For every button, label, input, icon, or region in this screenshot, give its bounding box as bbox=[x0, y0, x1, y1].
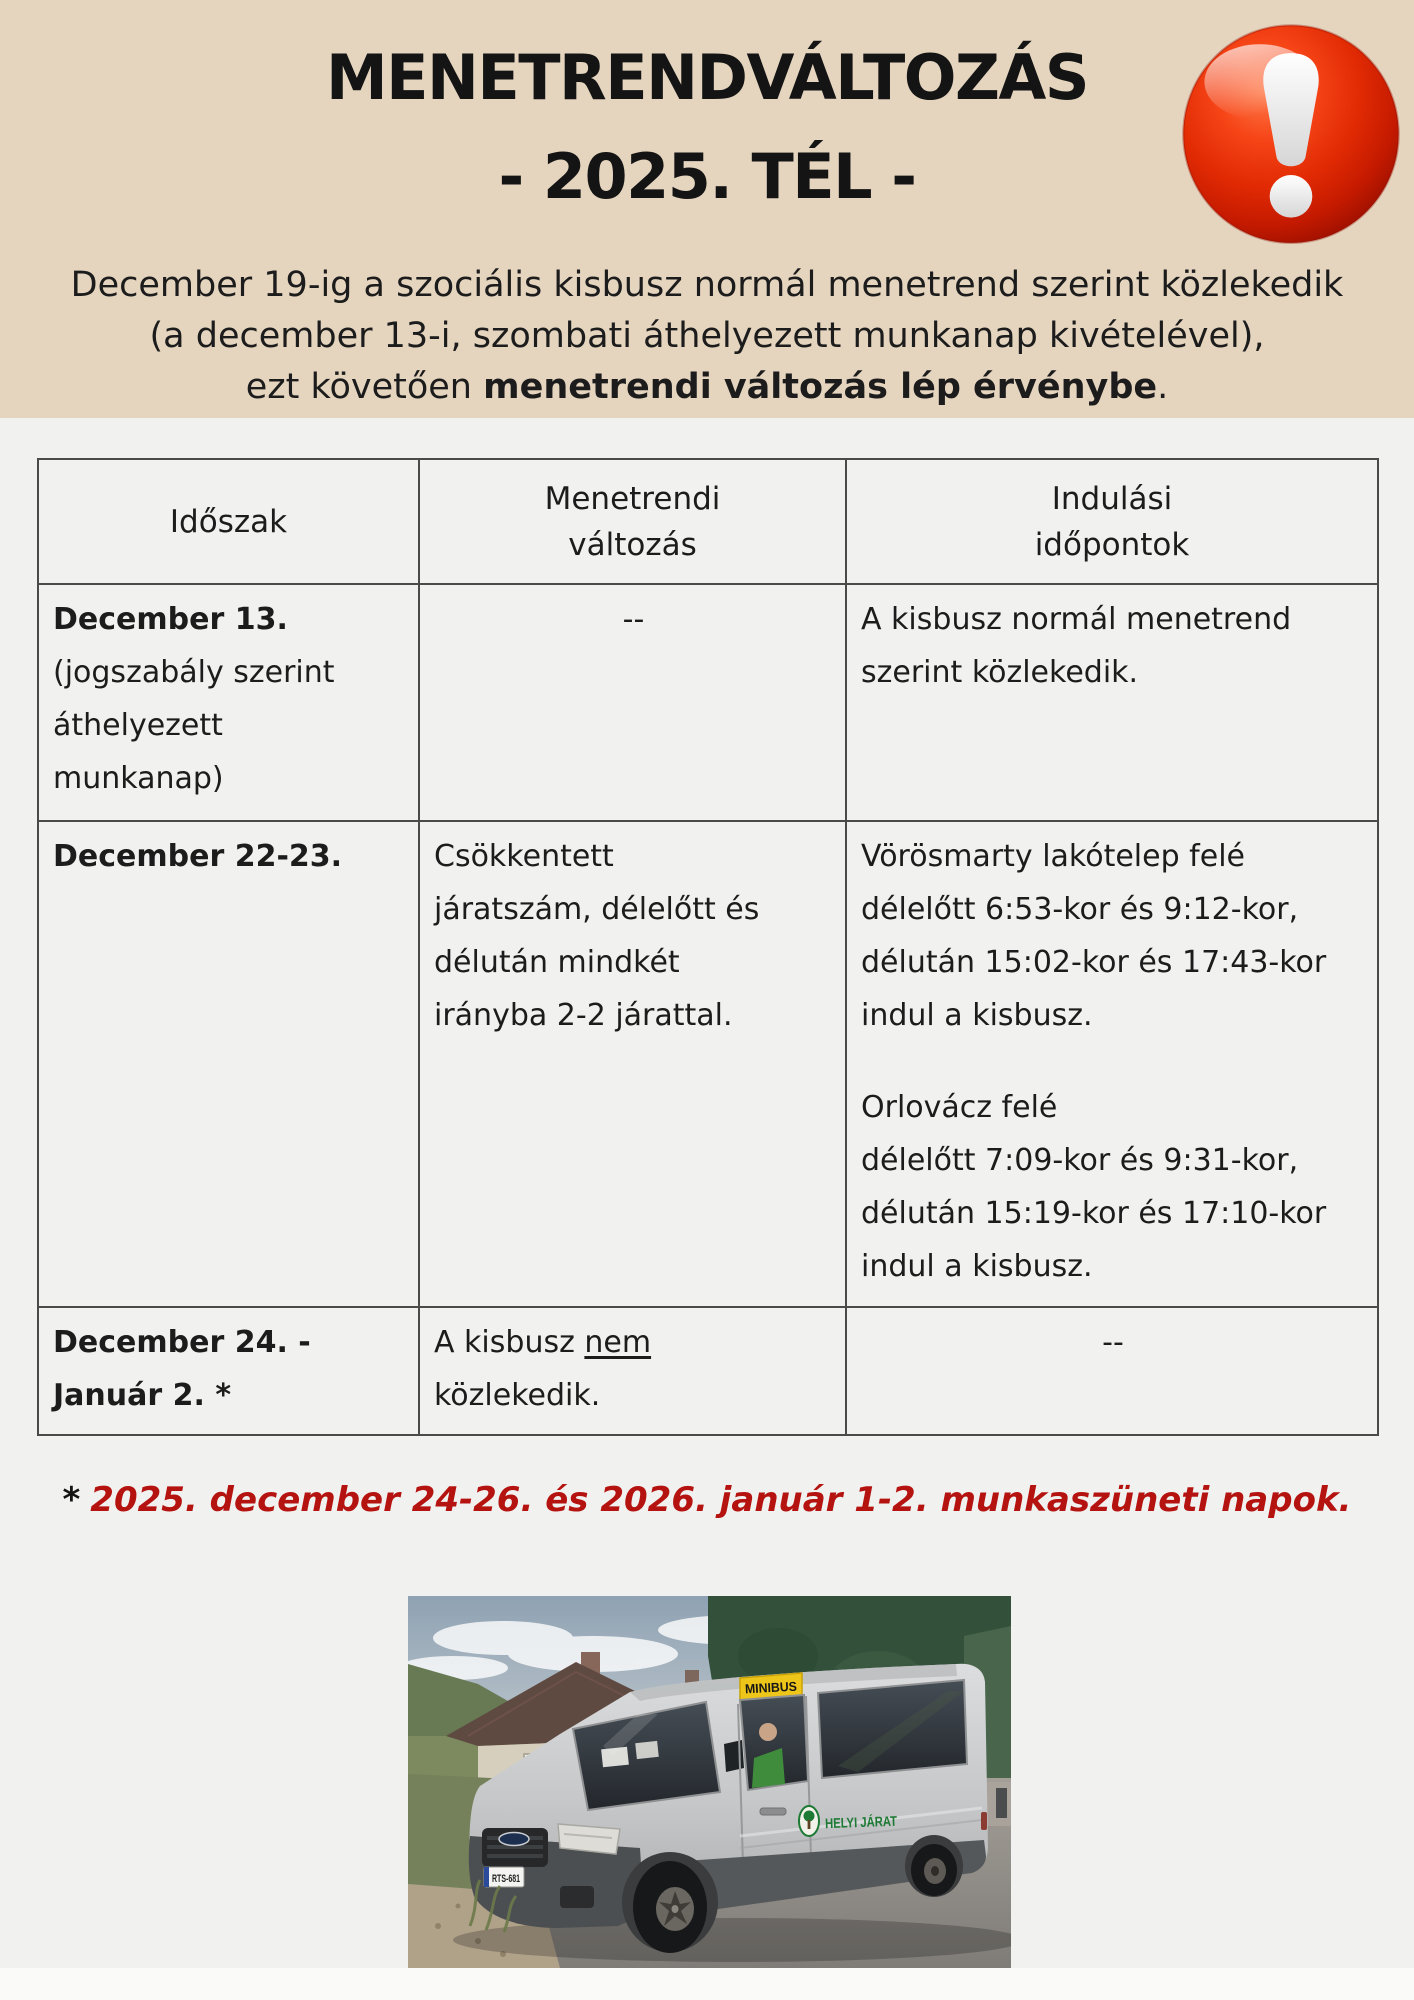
license-plate bbox=[484, 1867, 524, 1887]
footnote-asterisk: * bbox=[62, 1480, 81, 1520]
headlight bbox=[558, 1824, 620, 1854]
header-cell-times: Indulási időpontok bbox=[846, 459, 1378, 584]
table-row bbox=[38, 1307, 1378, 1435]
period-cell: December 13. (jogszabály szerint áthelyezett munkanap) bbox=[38, 584, 419, 821]
period-cell: December 22-23. bbox=[38, 821, 419, 1307]
change-cell: -- bbox=[419, 584, 846, 821]
table-row bbox=[38, 821, 1378, 1307]
helyi-jarat-text: HELYI JÁRAT bbox=[824, 1812, 915, 1832]
license-plate-text: RTS-681 bbox=[492, 1873, 520, 1885]
side-mirror bbox=[724, 1740, 744, 1772]
ford-badge bbox=[499, 1833, 529, 1846]
footnote bbox=[0, 1480, 1414, 1520]
front-grille bbox=[482, 1828, 548, 1867]
bottom-margin bbox=[0, 1968, 1414, 2000]
rear-wheel bbox=[905, 1835, 963, 1897]
table-header-row bbox=[38, 459, 1378, 584]
change-cell: Csökkentett járatszám, délelőtt és délután mindkét irányba 2-2 járattal. bbox=[419, 821, 846, 1307]
timetable-table bbox=[37, 458, 1379, 1436]
times-direction-1: Vörösmarty lakótelep felé délelőtt 6:53-kor és 9:12-kor, délután 15:02-kor és 17:43-kor indul a kisbusz. bbox=[861, 839, 1327, 1033]
minibus-sign-text: MINIBUS bbox=[744, 1678, 801, 1697]
table-row bbox=[38, 584, 1378, 821]
intro-line1: December 19-ig a szociális kisbusz normál menetrend szerint közlekedik bbox=[70, 265, 1344, 305]
times-cell: A kisbusz normál menetrend szerint közlekedik. bbox=[846, 584, 1378, 821]
fog-light bbox=[560, 1886, 594, 1908]
intro-text bbox=[0, 260, 1414, 413]
door-handle bbox=[760, 1808, 786, 1815]
alert-exclamation-icon bbox=[1180, 20, 1402, 246]
intro-line2: (a december 13-i, szombati áthelyezett munkanap kivételével), bbox=[149, 316, 1265, 356]
header-cell-period: Időszak bbox=[38, 459, 419, 584]
header-cell-change: Menetrendi változás bbox=[419, 459, 846, 584]
poster-title-line2: - 2025. TÉL - bbox=[498, 140, 916, 213]
taillight bbox=[981, 1812, 987, 1830]
intro-line3: ezt követően menetrendi változás lép érvénybe. bbox=[245, 367, 1169, 407]
times-cell: -- bbox=[846, 1307, 1378, 1435]
poster-title-line1: MENETRENDVÁLTOZÁS bbox=[325, 41, 1089, 114]
post bbox=[996, 1788, 1007, 1818]
minibus-photo bbox=[408, 1596, 1011, 1968]
change-cell: A kisbusz nem közlekedik. bbox=[419, 1307, 846, 1435]
period-cell: December 24. - Január 2. * bbox=[38, 1307, 419, 1435]
footnote-text: 2025. december 24-26. és 2026. január 1-2. munkaszüneti napok. bbox=[90, 1480, 1352, 1520]
times-cell bbox=[846, 821, 1378, 1307]
times-direction-2: Orlovácz felé délelőtt 7:09-kor és 9:31-kor, délután 15:19-kor és 17:10-kor indul a kisbusz. bbox=[861, 1090, 1327, 1284]
